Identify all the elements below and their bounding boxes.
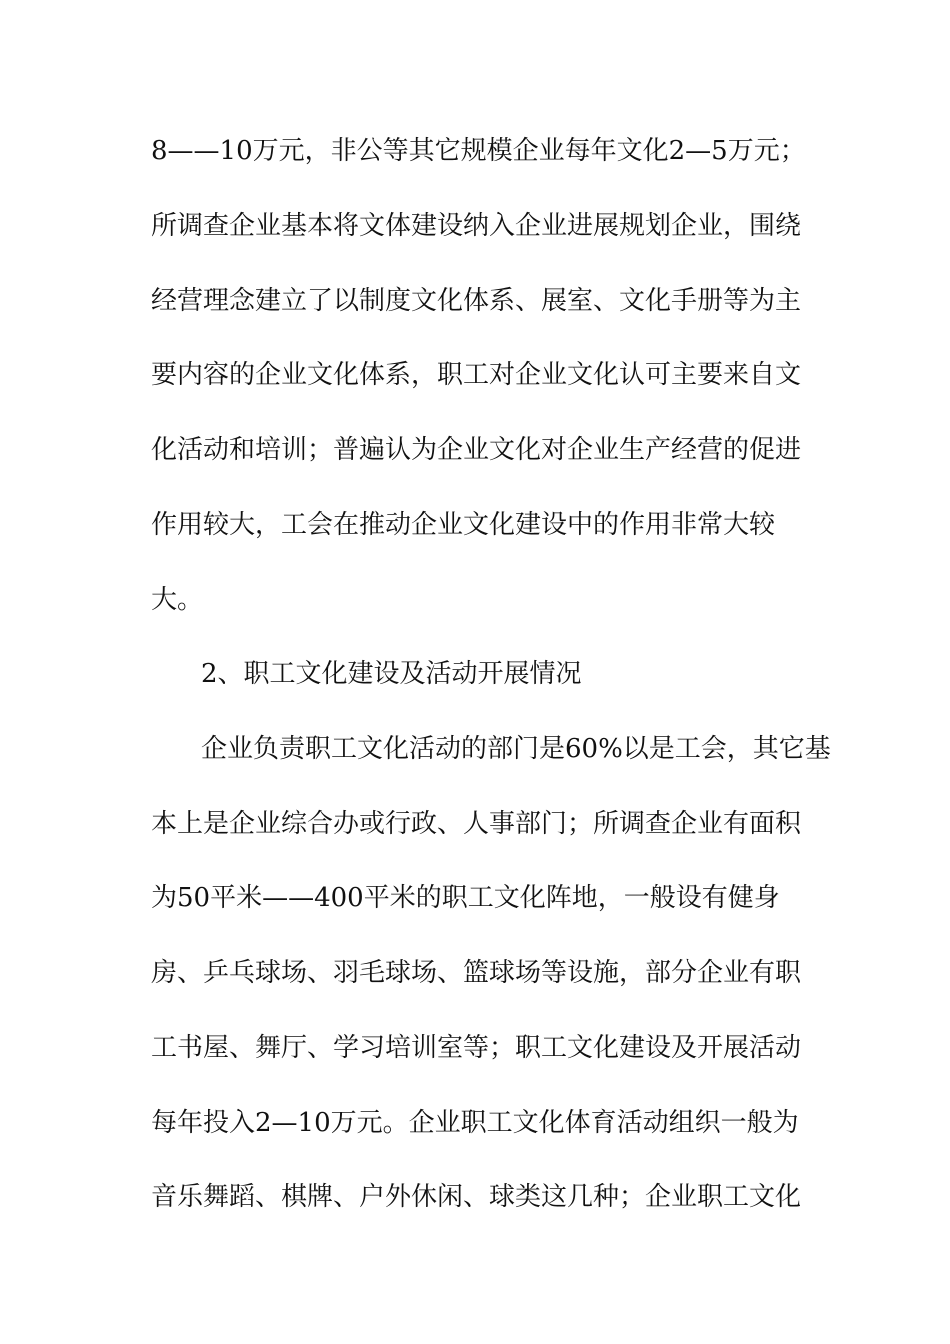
paragraph-line: 工书屋、舞厅、学习培训室等；职工文化建设及开展活动 xyxy=(151,1033,802,1063)
paragraph-line: 为50平米——400平米的职工文化阵地，一般设有健身 xyxy=(151,883,780,913)
paragraph-line: 本上是企业综合办或行政、人事部门；所调查企业有面积 xyxy=(151,809,802,839)
paragraph-line: 房、乒乓球场、羽毛球场、篮球场等设施，部分企业有职 xyxy=(151,958,802,988)
paragraph-line: 大。 xyxy=(151,585,204,615)
paragraph-line: 每年投入2—10万元。企业职工文化体育活动组织一般为 xyxy=(151,1108,799,1138)
section-heading: 2、职工文化建设及活动开展情况 xyxy=(201,659,582,689)
paragraph-line: 所调查企业基本将文体建设纳入企业进展规划企业，围绕 xyxy=(151,211,802,241)
paragraph-line: 化活动和培训；普遍认为企业文化对企业生产经营的促进 xyxy=(151,435,802,465)
paragraph-line: 经营理念建立了以制度文化体系、展室、文化手册等为主 xyxy=(151,286,802,316)
paragraph-line: 企业负责职工文化活动的部门是60%以是工会，其它基 xyxy=(201,734,831,764)
paragraph-line: 音乐舞蹈、棋牌、户外休闲、球类这几种；企业职工文化 xyxy=(151,1182,802,1212)
paragraph-line: 要内容的企业文化体系，职工对企业文化认可主要来自文 xyxy=(151,360,802,390)
paragraph-line: 作用较大，工会在推动企业文化建设中的作用非常大较 xyxy=(151,510,776,540)
paragraph-line: 8——10万元，非公等其它规模企业每年文化2—5万元； xyxy=(151,136,806,166)
